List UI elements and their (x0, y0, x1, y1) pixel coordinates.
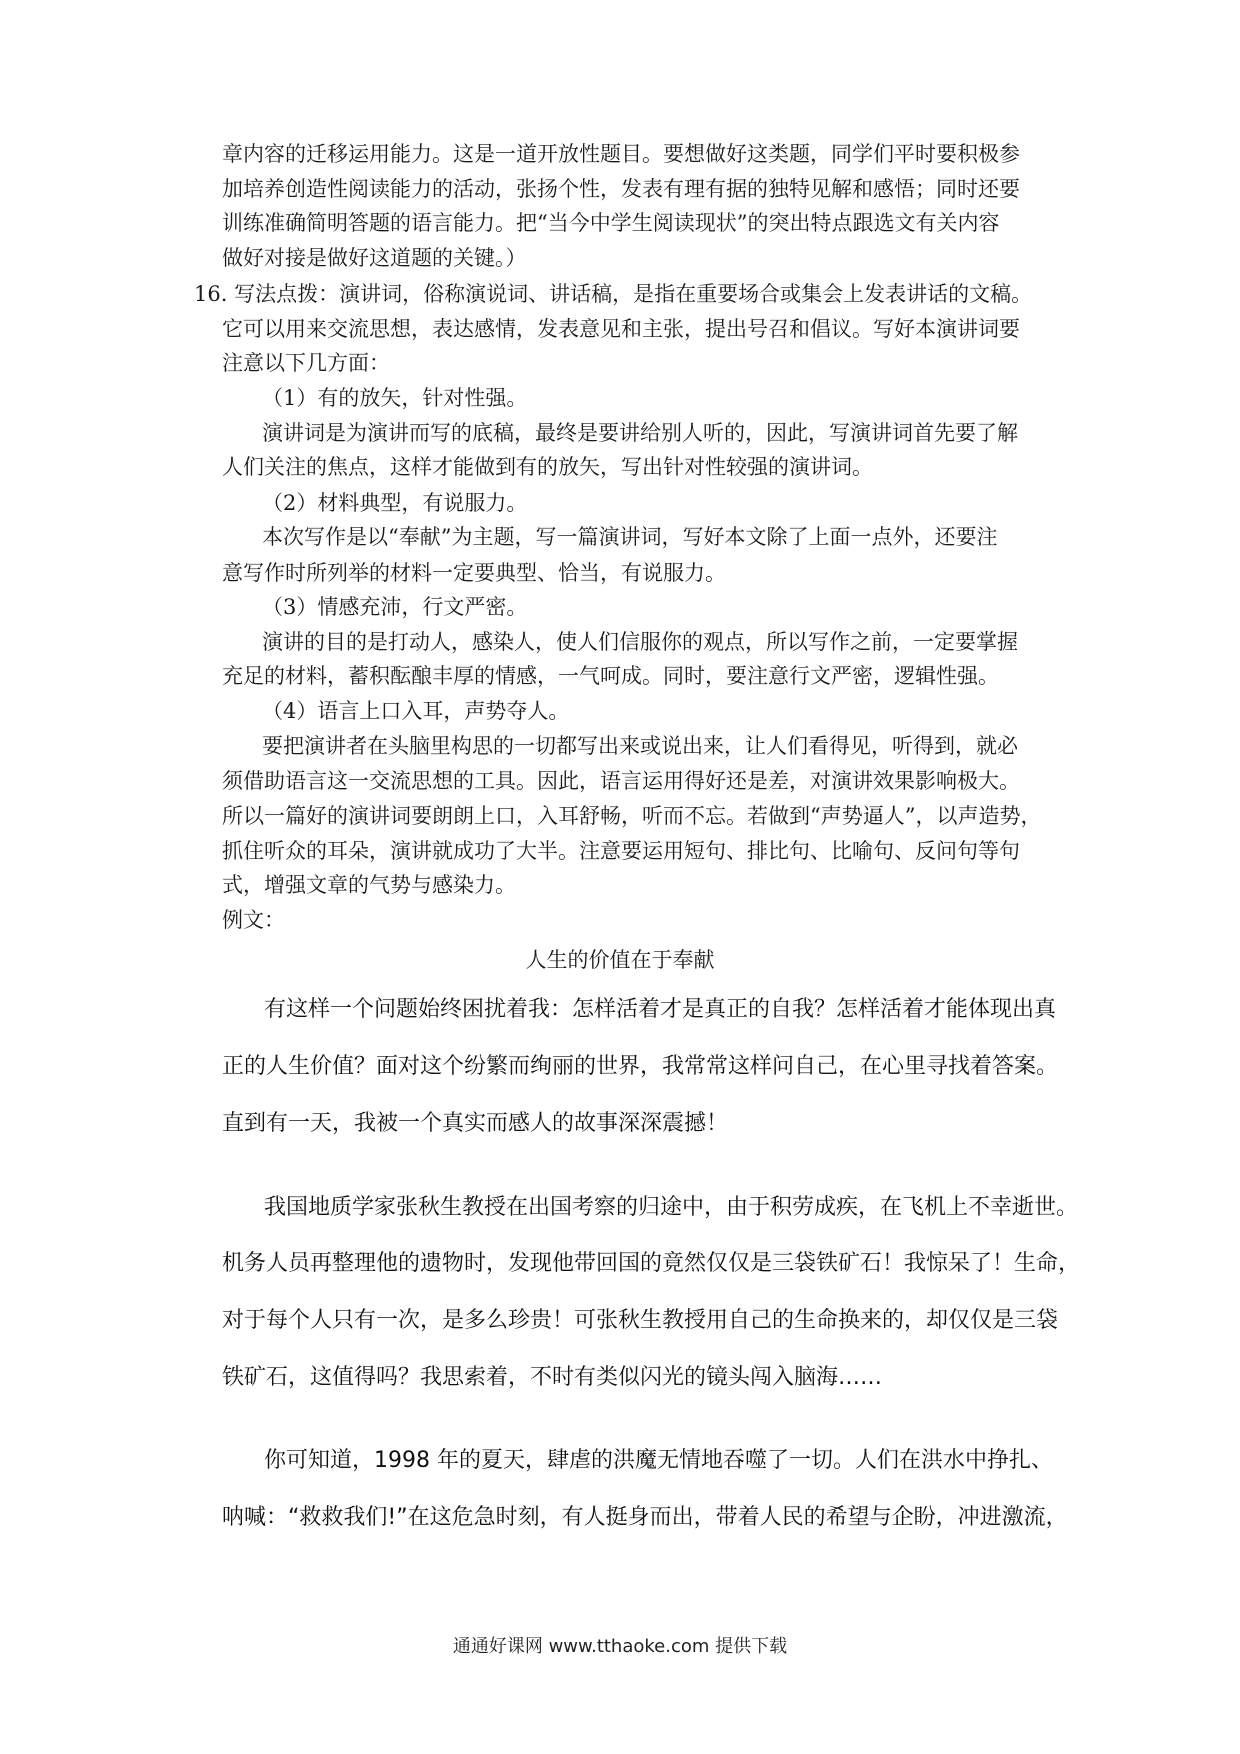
essay-line: 对于每个人只有一次，是多么珍贵！可张秋生教授用自己的生命换来的，却仅仅是三袋 (222, 1308, 1059, 1333)
paragraph-line: 它可以用来交流思想，表达感情，发表意见和主张，提出号召和倡议。写好本演讲词要 (222, 317, 1020, 341)
essay-line: 有这样一个问题始终困扰着我：怎样活着才是真正的自我？怎样活着才能体现出真 (264, 997, 1057, 1022)
paragraph-line: 式，增强文章的气势与感染力。 (222, 873, 516, 897)
essay-line: 铁矿石，这值得吗？我思索着，不时有类似闪光的镜头闯入脑海…… (222, 1365, 883, 1390)
analysis-line: 加培养创造性阅读能力的活动，张扬个性，发表有理有据的独特见解和感悟；同时还要 (222, 177, 1020, 201)
essay-line: 直到有一天，我被一个真实而感人的故事深深震撼！ (222, 1111, 729, 1136)
essay-line: 我国地质学家张秋生教授在出国考察的归途中，由于积劳成疾，在飞机上不幸逝世。 (264, 1195, 1079, 1220)
essay-title: 人生的价值在于奉献 (525, 948, 715, 972)
paragraph-line: 人们关注的焦点，这样才能做到有的放矢，写出针对性较强的演讲词。 (222, 455, 873, 479)
paragraph-line: 须借助语言这一交流思想的工具。因此，语言运用得好还是差，对演讲效果影响极大。 (222, 769, 1020, 793)
analysis-line: 做好对接是做好这道题的关键。） (222, 246, 527, 270)
essay-line: 你可知道，1998 年的夏天，肆虐的洪魔无情地吞噬了一切。人们在洪水中挣扎、 (264, 1448, 1053, 1473)
example-label: 例文： (222, 908, 285, 932)
point-1-title: （1）有的放矢，针对性强。 (262, 386, 528, 410)
paragraph-line: 意写作时所列举的材料一定要典型、恰当，有说服力。 (222, 561, 726, 585)
essay-line: 正的人生价值？面对这个纷繁而绚丽的世界，我常常这样问自己，在心里寻找着答案。 (222, 1054, 1059, 1079)
essay-line: 机务人员再整理他的遗物时，发现他带回国的竟然仅仅是三袋铁矿石！我惊呆了！生命， (222, 1251, 1081, 1276)
question-16-heading: 16. 写法点拨：演讲词，俗称演说词、讲话稿，是指在重要场合或集会上发表讲话的文稿。 (194, 282, 1033, 306)
essay-line: 呐喊：“救救我们!”在这危急时刻，有人挺身而出，带着人民的希望与企盼，冲进激流， (222, 1505, 1068, 1530)
page-footer: 通通好课网 www.tthaoke.com 提供下载 (452, 1636, 788, 1657)
point-4-title: （4）语言上口入耳，声势夺人。 (262, 699, 570, 723)
analysis-line: 章内容的迁移运用能力。这是一道开放性题目。要想做好这类题，同学们平时要积极参 (222, 142, 1020, 166)
paragraph-line: 注意以下几方面： (222, 351, 390, 375)
paragraph-line: 演讲的目的是打动人，感染人，使人们信服你的观点，所以写作之前，一定要掌握 (262, 630, 1018, 654)
analysis-line: 训练准确简明答题的语言能力。把“当今中学生阅读现状”的突出特点跟选文有关内容 (222, 211, 1000, 235)
paragraph-line: 所以一篇好的演讲词要朗朗上口，入耳舒畅，听而不忘。若做到“声势逼人”，以声造势， (222, 804, 1042, 828)
point-3-title: （3）情感充沛，行文严密。 (262, 595, 528, 619)
paragraph-line: 要把演讲者在头脑里构思的一切都写出来或说出来，让人们看得见，听得到，就必 (262, 734, 1018, 758)
paragraph-line: 演讲词是为演讲而写的底稿，最终是要讲给别人听的，因此，写演讲词首先要了解 (262, 421, 1018, 445)
paragraph-line: 抓住听众的耳朵，演讲就成功了大半。注意要运用短句、排比句、比喻句、反问句等句 (222, 839, 1020, 863)
paragraph-line: 本次写作是以“奉献”为主题，写一篇演讲词，写好本文除了上面一点外，还要注 (262, 525, 998, 549)
point-2-title: （2）材料典型，有说服力。 (262, 491, 528, 515)
paragraph-line: 充足的材料，蓄积酝酿丰厚的情感，一气呵成。同时，要注意行文严密，逻辑性强。 (222, 664, 999, 688)
